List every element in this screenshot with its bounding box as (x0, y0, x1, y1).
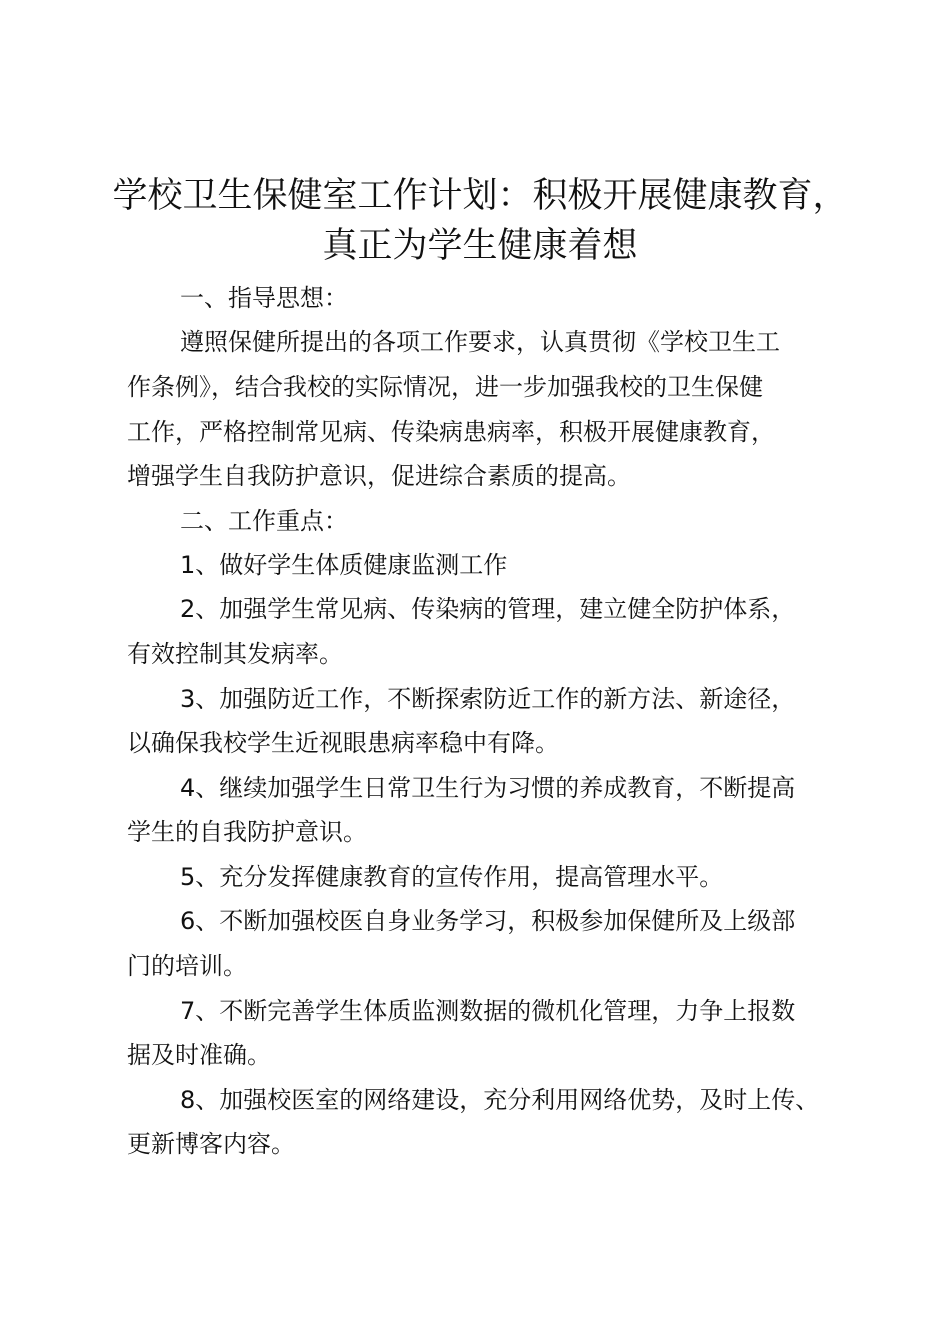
focus-item-7: 7、不断完善学生体质监测数据的微机化管理，力争上报数 (180, 997, 796, 1025)
focus-item-4: 4、继续加强学生日常卫生行为习惯的养成教育，不断提高 (180, 774, 796, 802)
guiding-paragraph-line: 增强学生自我防护意识，促进综合素质的提高。 (127, 462, 631, 490)
guiding-paragraph-line: 作条例》，结合我校的实际情况，进一步加强我校的卫生保健 (127, 373, 763, 401)
document-title-line-2: 真正为学生健康着想 (322, 226, 638, 266)
focus-item-7-cont: 据及时准确。 (127, 1041, 271, 1069)
focus-item-3: 3、加强防近工作，不断探索防近工作的新方法、新途径， (180, 685, 796, 713)
guiding-paragraph-line: 工作，严格控制常见病、传染病患病率，积极开展健康教育， (127, 418, 775, 446)
focus-item-1: 1、做好学生体质健康监测工作 (180, 551, 508, 579)
focus-item-5: 5、充分发挥健康教育的宣传作用，提高管理水平。 (180, 863, 724, 891)
section-heading-focus: 二、工作重点： (180, 507, 348, 535)
focus-item-2-cont: 有效控制其发病率。 (127, 640, 343, 668)
focus-item-3-cont: 以确保我校学生近视眼患病率稳中有降。 (127, 729, 559, 757)
focus-item-6: 6、不断加强校医自身业务学习，积极参加保健所及上级部 (180, 907, 796, 935)
document-title-line-1: 学校卫生保健室工作计划：积极开展健康教育， (112, 176, 848, 216)
focus-item-8-cont: 更新博客内容。 (127, 1130, 295, 1158)
section-heading-guiding: 一、指导思想： (180, 284, 348, 312)
focus-item-2: 2、加强学生常见病、传染病的管理，建立健全防护体系， (180, 595, 796, 623)
focus-item-4-cont: 学生的自我防护意识。 (127, 818, 367, 846)
focus-item-8: 8、加强校医室的网络建设，充分利用网络优势，及时上传、 (180, 1086, 820, 1114)
guiding-paragraph-line: 遵照保健所提出的各项工作要求，认真贯彻《学校卫生工 (180, 328, 780, 356)
focus-item-6-cont: 门的培训。 (127, 952, 247, 980)
